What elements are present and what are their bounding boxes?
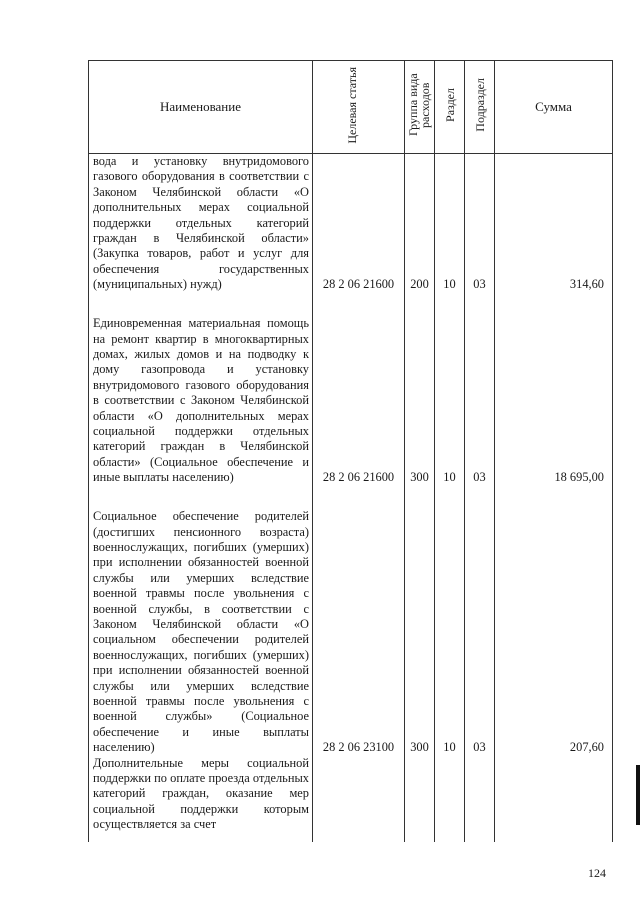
scan-margin-mark [636,765,640,825]
row-group: 300 [405,486,435,756]
header-name [89,61,313,154]
header-section [435,61,465,154]
row-article: 28 2 06 23100 [313,486,405,756]
row-article: 28 2 06 21600 [313,154,405,293]
table-body [89,154,613,842]
row-name: вода и установку внутридомового газового оборудования в соответствии с Законом Челябинской области «О дополнительных мерах социальной поддержки отдельных категорий граждан в Челябинской области» (Закупка товаров, работ и услуг для обеспечения государственных (муниципальных) нужд) [89,154,313,293]
table-row [89,756,613,842]
budget-table [88,60,613,842]
row-group: 200 [405,154,435,293]
table-row [89,293,613,486]
row-group: 300 [405,293,435,486]
row-article: 28 2 06 21600 [313,293,405,486]
row-amount [495,756,613,842]
table-row [89,486,613,756]
row-section [435,756,465,842]
row-name: Единовременная материальная помощь на ремонт квартир в многоквартирных домах, жилых домов и на подводку к дому газопровода и установку внутридомового газового оборудования в соответствии с Законом Челябинской области «О дополнительных мерах социальной поддержки отдельных категорий граждан в Челябинской области» (Социальное обеспечение и иные выплаты населению) [89,293,313,486]
row-subsection [465,756,495,842]
row-section: 10 [435,293,465,486]
row-group [405,756,435,842]
row-amount: 314,60 [495,154,613,293]
row-amount: 18 695,00 [495,293,613,486]
header-name-label: Наименование [160,99,241,114]
header-target-article-label: Целевая статья [344,66,359,144]
table-header [89,61,613,154]
header-target-article [313,61,405,154]
row-subsection: 03 [465,293,495,486]
table-row [89,154,613,293]
header-subsection-label: Подраздел [472,78,487,132]
header-section-label: Раздел [442,88,457,122]
header-amount [495,61,613,154]
row-subsection: 03 [465,154,495,293]
row-amount: 207,60 [495,486,613,756]
row-article [313,756,405,842]
header-expense-group [405,61,435,154]
header-subsection [465,61,495,154]
header-expense-group-label: Группа вида расходов [405,73,432,137]
row-section: 10 [435,154,465,293]
row-name: Социальное обеспечение родителей (достигших пенсионного возраста) военнослужащих, погибших (умерших) при исполнении обязанностей военной службы или умерших вследствие военной травмы после увольнения с военной службы, в соответствии с Законом Челябинской области «О социальном обеспечении родителей военнослужащих, погибших (умерших) при исполнении обязанностей военной службы или умерших вследствие военной травмы после увольнения с военной службы» (Социальное обеспечение и иные выплаты населению) [89,486,313,756]
page-number: 124 [588,866,606,880]
row-subsection: 03 [465,486,495,756]
row-name: Дополнительные меры социальной поддержки по оплате проезда отдельных категорий граждан, оказание мер социальной поддержки которым осуществляется за счет [89,756,313,842]
header-amount-label: Сумма [535,99,572,114]
row-section: 10 [435,486,465,756]
